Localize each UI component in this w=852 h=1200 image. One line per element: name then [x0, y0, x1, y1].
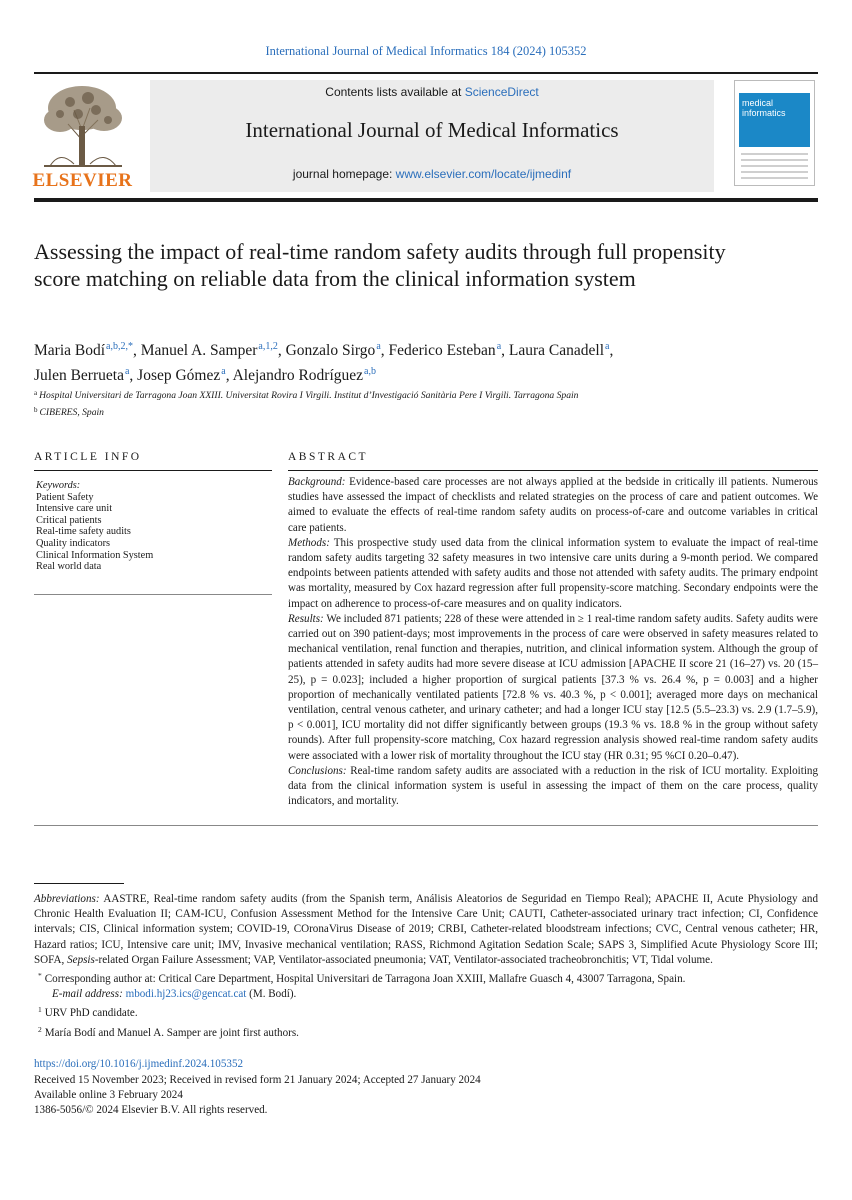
cover-title-line2: informatics — [742, 108, 786, 118]
article-info-bottom-rule — [34, 594, 272, 595]
footnote-mark: * — [38, 971, 42, 981]
available-online-date: Available online 3 February 2024 — [34, 1089, 183, 1101]
article-info-rule — [34, 470, 272, 471]
journal-reference-link[interactable]: International Journal of Medical Informatics 184 (2024) 105352 — [265, 44, 587, 58]
abstract-bottom-rule — [34, 825, 818, 826]
sciencedirect-link[interactable]: ScienceDirect — [464, 85, 539, 99]
header-bottom-rule — [34, 198, 818, 202]
footnote-1 — [34, 1002, 818, 1021]
abstract-section-label: Results: — [288, 612, 324, 625]
email-link[interactable]: mbodi.hj23.ics@gencat.cat — [125, 988, 247, 1001]
journal-masthead — [150, 80, 714, 192]
author-affiliation-mark[interactable]: a — [124, 366, 130, 377]
abbreviations-note — [34, 892, 818, 968]
affiliation-mark: a — [34, 389, 38, 397]
author: Laura Canadell — [508, 342, 604, 359]
contents-prefix: Contents lists available at — [325, 85, 465, 99]
footnotes — [34, 892, 818, 1041]
keyword: Real-time safety audits — [36, 526, 131, 538]
author-list — [34, 336, 794, 386]
footnote-rule — [34, 883, 124, 884]
abstract-methods — [288, 536, 818, 612]
affiliation-mark: b — [34, 406, 38, 414]
corresponding-author-note — [34, 968, 818, 987]
abstract-section-text: Evidence-based care processes are not always applied at the bedside in critically ill patients. Numerous studies have assessed the impact of checklists and related strategies on the process of care and patient outcomes. We aimed to evaluate the effects of real-time random safety audits on process-of-care and outcome variables in critical care patients. — [288, 476, 818, 534]
author: Federico Esteban — [388, 342, 496, 359]
article-info-heading: ARTICLE INFO — [34, 451, 142, 463]
footnote-2 — [34, 1022, 818, 1041]
author-affiliation-mark[interactable]: a,1,2 — [258, 341, 278, 352]
elsevier-tree-icon — [30, 80, 135, 168]
footnote-text: URV PhD candidate. — [44, 1007, 138, 1020]
affiliations — [34, 386, 794, 420]
affiliation — [34, 403, 794, 420]
abstract-results — [288, 612, 818, 764]
abstract-section-label: Methods: — [288, 536, 330, 549]
homepage-prefix: journal homepage: — [292, 167, 396, 181]
elsevier-wordmark: ELSEVIER — [32, 170, 133, 191]
keyword: Clinical Information System — [36, 549, 154, 561]
abbreviations-italic: Sepsis — [67, 953, 95, 966]
keywords-list — [36, 480, 272, 573]
author-affiliation-mark[interactable]: a,b — [364, 366, 376, 377]
cover-title — [742, 98, 786, 118]
header-top-rule — [34, 72, 818, 74]
author-affiliation-mark[interactable]: a — [376, 341, 381, 352]
journal-cover-thumbnail — [734, 80, 815, 186]
author-affiliation-mark[interactable]: a — [496, 341, 502, 352]
author: Julen Berrueta — [34, 367, 124, 384]
abstract-section-label: Conclusions: — [288, 764, 347, 777]
author-separator: , — [277, 342, 286, 359]
contents-line — [150, 85, 714, 99]
author-separator: , — [380, 342, 389, 359]
cover-title-line1: medical — [742, 98, 774, 108]
author-separator: , — [132, 342, 141, 359]
keyword: Patient Safety — [36, 491, 94, 503]
journal-homepage-link[interactable]: www.elsevier.com/locate/ijmedinf — [395, 167, 572, 181]
abstract-heading: ABSTRACT — [288, 451, 369, 463]
author: Manuel A. Samper — [140, 342, 258, 359]
article-title: Assessing the impact of real-time random safety audits through full propensity score matching on reliable data from the clinical information system — [34, 239, 726, 291]
keyword: Real world data — [36, 561, 102, 573]
corresponding-author-text: Corresponding author at: Critical Care Department, Hospital Universitari de Tarragona Joan XXIII, Mallafre Guasch 4, 43007 Tarragona, Spain. — [44, 973, 686, 986]
email-suffix: (M. Bodí). — [246, 988, 297, 1001]
keyword: Quality indicators — [36, 537, 111, 549]
journal-title: International Journal of Medical Informatics — [245, 118, 619, 142]
footnote-text: María Bodí and Manuel A. Samper are joint first authors. — [44, 1026, 299, 1039]
doi-link[interactable]: https://doi.org/10.1016/j.ijmedinf.2024.105352 — [34, 1058, 244, 1070]
abstract-section-text: We included 871 patients; 228 of these were attended in ≥ 1 real-time random safety audits. Safety audits were carried out on 390 patient-days; most improvements in the process of care were observed in safety measures related to mechanical ventilation, renal function and therapies, nutrition, and clinical information system. Although the group of patients attended in safety audits had more severe disease at ICU admission [APACHE II score 21 (16–27) vs. 20 (15–25), p = 0.023]; included a higher proportion of surgical patients [37.3 % vs. 26.4 %, p = 0.003] and a higher proportion of mechanically ventilated patients [72.8 % vs. 40.3 %, p < 0.001]; averaged more days on mechanical ventilation, central venous catheter, and urinary catheter; and had a longer ICU stay [12.5 (5.5–23.3) vs. 2.9 (1.7–5.9), p < 0.001], ICU mortality did not differ significantly between groups (19.3 % vs. 18.8 % in the group without safety rounds). After full propensity-score matching, Cox hazard regression analysis showed real-time random safety audits were associated with a lower risk of mortality throughout the ICU stay (HR 0.31; 95 %CI 0.20–0.47). — [288, 612, 818, 762]
footnote-mark: 2 — [38, 1024, 42, 1034]
keyword: Intensive care unit — [36, 503, 113, 515]
author-affiliation-mark[interactable]: a — [605, 341, 610, 352]
abstract-body — [288, 475, 818, 809]
affiliation — [34, 386, 794, 403]
affiliation-text: Hospital Universitari de Tarragona Joan XXIII. Universitat Rovira I Virgili. Institut d’Investigació Sanitària Pere I Virgili. Tarragona Spain — [39, 390, 579, 401]
abstract-section-text: Real-time random safety audits are associated with a reduction in the risk of ICU mortality. Exploiting data from the clinical information system is useful in assessing the impact of them on the care process, quality indicators, and mortality. — [288, 764, 818, 808]
author-affiliation-mark[interactable]: a — [221, 366, 226, 377]
abbreviations-text: AASTRE, Real-time random safety audits (from the Spanish term, Análisis Aleatorios de Seguridad en Tiempo Real); APACHE II, Acute Physiology and Chronic Health Evaluation II; CAM-ICU, Confusion Assessment Method for the Intensive Care Unit; CAUTI, Catheter-associated urinary tract infection; CI, Confidence intervals; CIS, Clinical information system; COVID-19, COronaVirus Disease of 2019; CRBI, Catheter-related bloodstream infections; CVC, Central venous catheter; HR, Hazard ratios; ICU, Intensive care unit; IMV, Invasive mechanical ventilation; RASS, Richmond Agitation Sedation Scale; SAPS 3, Simplified Acute Physiology Score III; SOFA, — [34, 893, 818, 966]
email-note — [34, 987, 818, 1002]
author: Josep Gómez — [137, 367, 221, 384]
keyword: Critical patients — [36, 514, 102, 526]
author-separator: , — [501, 342, 509, 359]
copyright-line: 1386-5056/© 2024 Elsevier B.V. All rights reserved. — [34, 1104, 268, 1116]
abbreviations-text-cont: -related Organ Failure Assessment; VAP, Ventilator-associated pneumonia; VAT, Ventilator-associated tracheobronchitis; VT, Tidal volume. — [94, 953, 713, 966]
abstract-section-label: Background: — [288, 476, 346, 488]
author: Gonzalo Sirgo — [285, 342, 376, 359]
author-separator: , — [225, 367, 233, 384]
author-affiliation-mark[interactable]: a,b,2,* — [106, 341, 133, 352]
abbreviations-label: Abbreviations: — [34, 893, 100, 905]
cover-lines — [741, 153, 808, 183]
keywords-label: Keywords: — [36, 480, 81, 491]
abstract-background — [288, 475, 818, 536]
received-dates: Received 15 November 2023; Received in revised form 21 January 2024; Accepted 27 January 2024 — [34, 1074, 481, 1086]
affiliation-text: CIBERES, Spain — [39, 407, 104, 418]
author-separator: , — [129, 367, 138, 384]
author: Alejandro Rodríguez — [232, 367, 364, 384]
author-separator: , — [609, 342, 614, 359]
author: Maria Bodí — [34, 342, 106, 359]
email-label: E-mail address: — [52, 988, 123, 1001]
abstract-rule — [288, 470, 818, 471]
abstract-section-text: This prospective study used data from the clinical information system to evaluate the impact of real-time random safety audits targeting 32 safety measures in two intensive care units during a 9-month period. We compared endpoints between patients attended with safety audits and those not attended with safety audits. The primary endpoint was mortality, measured by Cox hazard regression after full propensity-score matching. Secondary endpoints were the impact on adherence to process-of-care measures and on quality indicators. — [288, 536, 818, 610]
footnote-mark: 1 — [38, 1005, 42, 1015]
homepage-line — [150, 167, 714, 181]
elsevier-logo — [30, 80, 135, 192]
abstract-conclusions — [288, 764, 818, 810]
